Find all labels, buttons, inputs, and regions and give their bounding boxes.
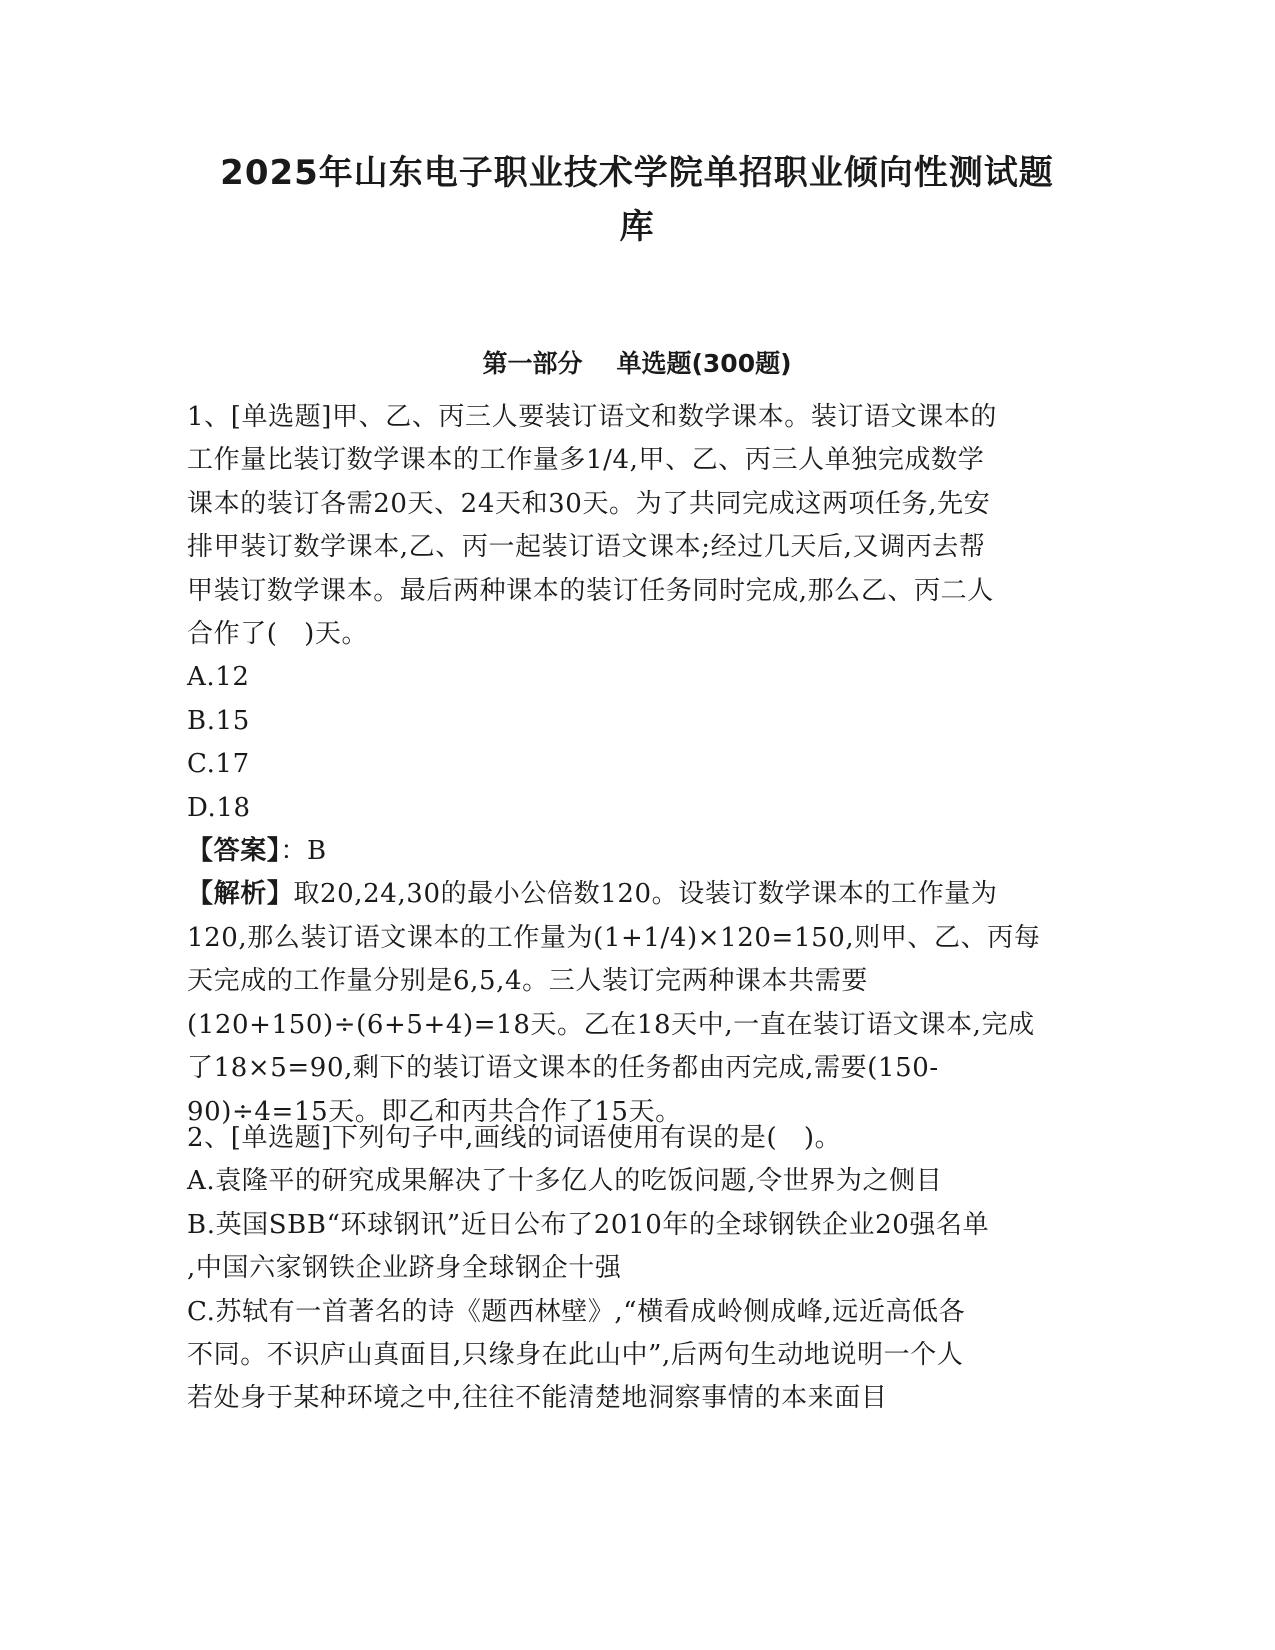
- question-1-option-d: D.18: [187, 792, 251, 823]
- analysis-label: 【解析】: [187, 879, 294, 910]
- answer-label: 【答案】: [187, 836, 281, 867]
- question-2-option-line: 若处身于某种环境之中,往往不能清楚地洞察事情的本来面目: [187, 1383, 888, 1414]
- question-1-analysis-line: 120,那么装订语文课本的工作量为(1+1/4)×120=150,则甲、乙、丙每: [187, 922, 1041, 953]
- question-1-analysis-line: 天完成的工作量分别是6,5,4。三人装订完两种课本共需要: [187, 966, 868, 997]
- question-2-option-line: 不同。不识庐山真面目,只缘身在此山中”,后两句生动地说明一个人: [187, 1340, 964, 1371]
- question-1-analysis-line: [187, 873, 1087, 916]
- question-2-option-line: B.英国SBB“环球钢讯”近日公布了2010年的全球钢铁企业20强名单: [187, 1209, 990, 1240]
- question-2-option-line: C.苏轼有一首著名的诗《题西林壁》,“横看成岭侧成峰,远近高低各: [187, 1296, 966, 1327]
- question-1-option-b: B.15: [187, 705, 250, 736]
- answer-value: ：B: [280, 836, 327, 867]
- question-1: [187, 396, 1087, 1134]
- question-1-answer: [187, 830, 1087, 873]
- question-2: [187, 1117, 1087, 1421]
- section-name: 单选题(300题): [616, 349, 792, 378]
- title-line-2: 库: [619, 207, 655, 247]
- question-1-option-c: C.17: [187, 749, 250, 780]
- question-1-stem-line: 甲装订数学课本。最后两种课本的装订任务同时完成,那么乙、丙二人: [187, 575, 994, 606]
- title-line-1: 2025年山东电子职业技术学院单招职业倾向性测试题: [220, 153, 1054, 193]
- question-1-analysis-line: 了18×5=90,剩下的装订语文课本的任务都由丙完成,需要(150-: [187, 1053, 939, 1084]
- question-1-stem-line: 课本的装订各需20天、24天和30天。为了共同完成这两项任务,先安: [187, 488, 991, 519]
- document-title: [187, 146, 1087, 254]
- question-1-stem-line: 工作量比装订数学课本的工作量多1/4,甲、乙、丙三人单独完成数学: [187, 445, 985, 476]
- section-part: 第一部分: [482, 349, 583, 378]
- question-1-analysis-line: 90)÷4=15天。即乙和丙共合作了15天。: [187, 1096, 682, 1127]
- question-1-stem-line: 合作了( )天。: [187, 619, 369, 650]
- question-2-option-line: A.袁隆平的研究成果解决了十多亿人的吃饭问题,令世界为之侧目: [187, 1166, 943, 1197]
- question-1-stem-line: 排甲装订数学课本,乙、丙一起装订语文课本;经过几天后,又调丙去帮: [187, 532, 986, 563]
- question-1-analysis-line: (120+150)÷(6+5+4)=18天。乙在18天中,一直在装订语文课本,完成: [187, 1009, 1035, 1040]
- question-2-stem-line: 2、[单选题]下列句子中,画线的词语使用有误的是( )。: [187, 1123, 842, 1153]
- section-heading: [187, 344, 1087, 384]
- analysis-text: 取20,24,30的最小公倍数120。设装订数学课本的工作量为: [293, 879, 998, 910]
- question-1-option-a: A.12: [187, 662, 250, 693]
- question-1-stem-line: 1、[单选题]甲、乙、丙三人要装订语文和数学课本。装订语文课本的: [187, 402, 998, 432]
- question-2-option-line: ,中国六家钢铁企业跻身全球钢企十强: [187, 1253, 622, 1284]
